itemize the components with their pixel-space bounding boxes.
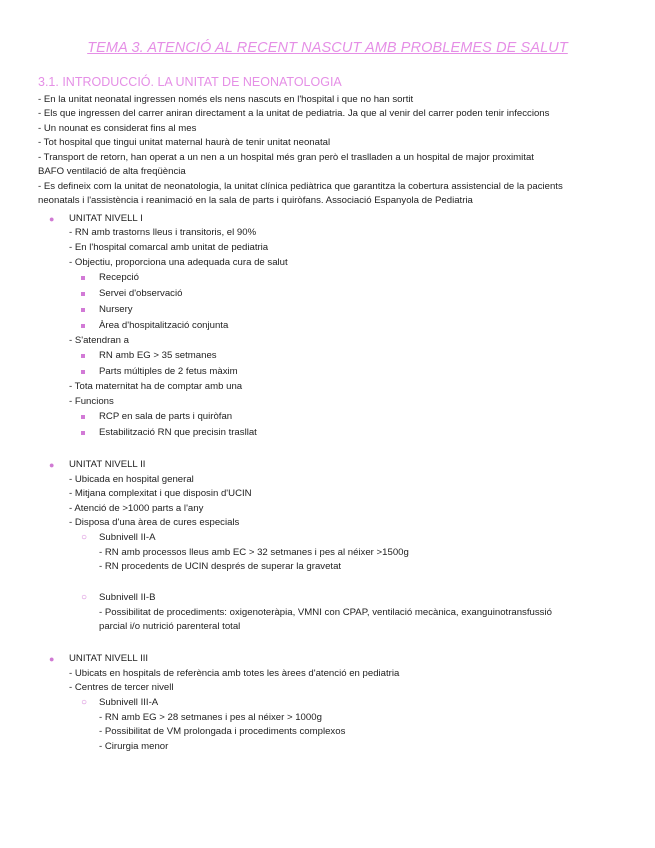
circle-bullet-icon: ○ bbox=[81, 592, 88, 603]
list-item: parcial i/o nutrició parenteral total bbox=[99, 621, 241, 632]
circle-bullet-icon: ○ bbox=[81, 697, 88, 708]
list-item: - Possibilitat de procediments: oxigenoteràpia, VMNI con CPAP, ventilació mecànica, exanguinotransfussió bbox=[99, 607, 552, 618]
list-item: Estabilització RN que precisin trasllat bbox=[99, 427, 257, 438]
square-bullet-icon bbox=[81, 370, 85, 374]
square-bullet-icon bbox=[81, 431, 85, 435]
page-title: TEMA 3. ATENCIÓ AL RECENT NASCUT AMB PROBLEMES DE SALUT bbox=[87, 40, 568, 56]
list-item: - Tota maternitat ha de comptar amb una bbox=[69, 381, 243, 392]
list-item: - RN amb trastorns lleus i transitoris, el 90% bbox=[69, 227, 257, 238]
level-2-label: UNITAT NIVELL II bbox=[69, 459, 146, 470]
list-item: - RN amb processos lleus amb EC > 32 setmanes i pes al néixer >1500g bbox=[99, 547, 409, 558]
intro-line: - Els que ingressen del carrer aniran directament a la unitat de pediatria. Ja que al venir del carrer poden tenir infeccions bbox=[38, 108, 550, 119]
list-item: - Mitjana complexitat i que disposin d'UCIN bbox=[69, 488, 252, 499]
list-item: - Possibilitat de VM prolongada i procediments complexos bbox=[99, 726, 346, 737]
list-item: RN amb EG > 35 setmanes bbox=[99, 350, 217, 361]
bullet-icon: ● bbox=[49, 460, 55, 470]
list-item: - Disposa d'una àrea de cures especials bbox=[69, 517, 240, 528]
intro-line: BAFO ventilació de alta freqüència bbox=[38, 166, 186, 177]
section-heading: 3.1. INTRODUCCIÓ. LA UNITAT DE NEONATOLOGIA bbox=[38, 75, 342, 89]
list-item: - RN amb EG > 28 setmanes i pes al néixer > 1000g bbox=[99, 712, 322, 723]
square-bullet-icon bbox=[81, 308, 85, 312]
square-bullet-icon bbox=[81, 415, 85, 419]
list-item: - Centres de tercer nivell bbox=[69, 682, 174, 693]
list-item: RCP en sala de parts i quiròfan bbox=[99, 411, 233, 422]
list-item: - Funcions bbox=[69, 396, 114, 407]
list-item: - RN procedents de UCIN després de superar la gravetat bbox=[99, 561, 342, 572]
square-bullet-icon bbox=[81, 354, 85, 358]
list-item: Nursery bbox=[99, 304, 133, 315]
list-item: - S'atendran a bbox=[69, 335, 129, 346]
list-item: Parts múltiples de 2 fetus màxim bbox=[99, 366, 238, 377]
intro-line: - En la unitat neonatal ingressen només els nens nascuts en l'hospital i que no han sortit bbox=[38, 94, 414, 105]
square-bullet-icon bbox=[81, 324, 85, 328]
list-item: - Cirurgia menor bbox=[99, 741, 169, 752]
list-item: - Atenció de >1000 parts a l'any bbox=[69, 503, 204, 514]
sublevel-label: Subnivell II-A bbox=[99, 532, 156, 543]
square-bullet-icon bbox=[81, 292, 85, 296]
intro-line: - Un nounat es considerat fins al mes bbox=[38, 123, 197, 134]
sublevel-label: Subnivell II-B bbox=[99, 592, 156, 603]
list-item: - Ubicats en hospitals de referència amb totes les àrees d'atenció en pediatria bbox=[69, 668, 400, 679]
bullet-icon: ● bbox=[49, 654, 55, 664]
list-item: Recepció bbox=[99, 272, 139, 283]
intro-line: - Tot hospital que tingui unitat maternal haurà de tenir unitat neonatal bbox=[38, 137, 331, 148]
bullet-icon: ● bbox=[49, 214, 55, 224]
list-item: Servei d'observació bbox=[99, 288, 183, 299]
level-1-label: UNITAT NIVELL I bbox=[69, 213, 143, 224]
square-bullet-icon bbox=[81, 276, 85, 280]
intro-line: neonatals i l'assistència i reanimació en la sala de parts i quiròfans. Associació Espanyola de Pediatria bbox=[38, 195, 473, 206]
list-item: - Objectiu, proporciona una adequada cura de salut bbox=[69, 257, 288, 268]
list-item: - En l'hospital comarcal amb unitat de pediatria bbox=[69, 242, 269, 253]
circle-bullet-icon: ○ bbox=[81, 532, 88, 543]
list-item: - Ubicada en hospital general bbox=[69, 474, 194, 485]
intro-line: - Transport de retorn, han operat a un nen a un hospital més gran però el traslladen a un hospital de major proximitat bbox=[38, 152, 534, 163]
intro-line: - Es defineix com la unitat de neonatologia, la unitat clínica pediàtrica que garantitza la cobertura assistencial de la pacients bbox=[38, 181, 563, 192]
list-item: Àrea d'hospitalització conjunta bbox=[99, 320, 229, 331]
level-3-label: UNITAT NIVELL III bbox=[69, 653, 149, 664]
sublevel-label: Subnivell III-A bbox=[99, 697, 159, 708]
